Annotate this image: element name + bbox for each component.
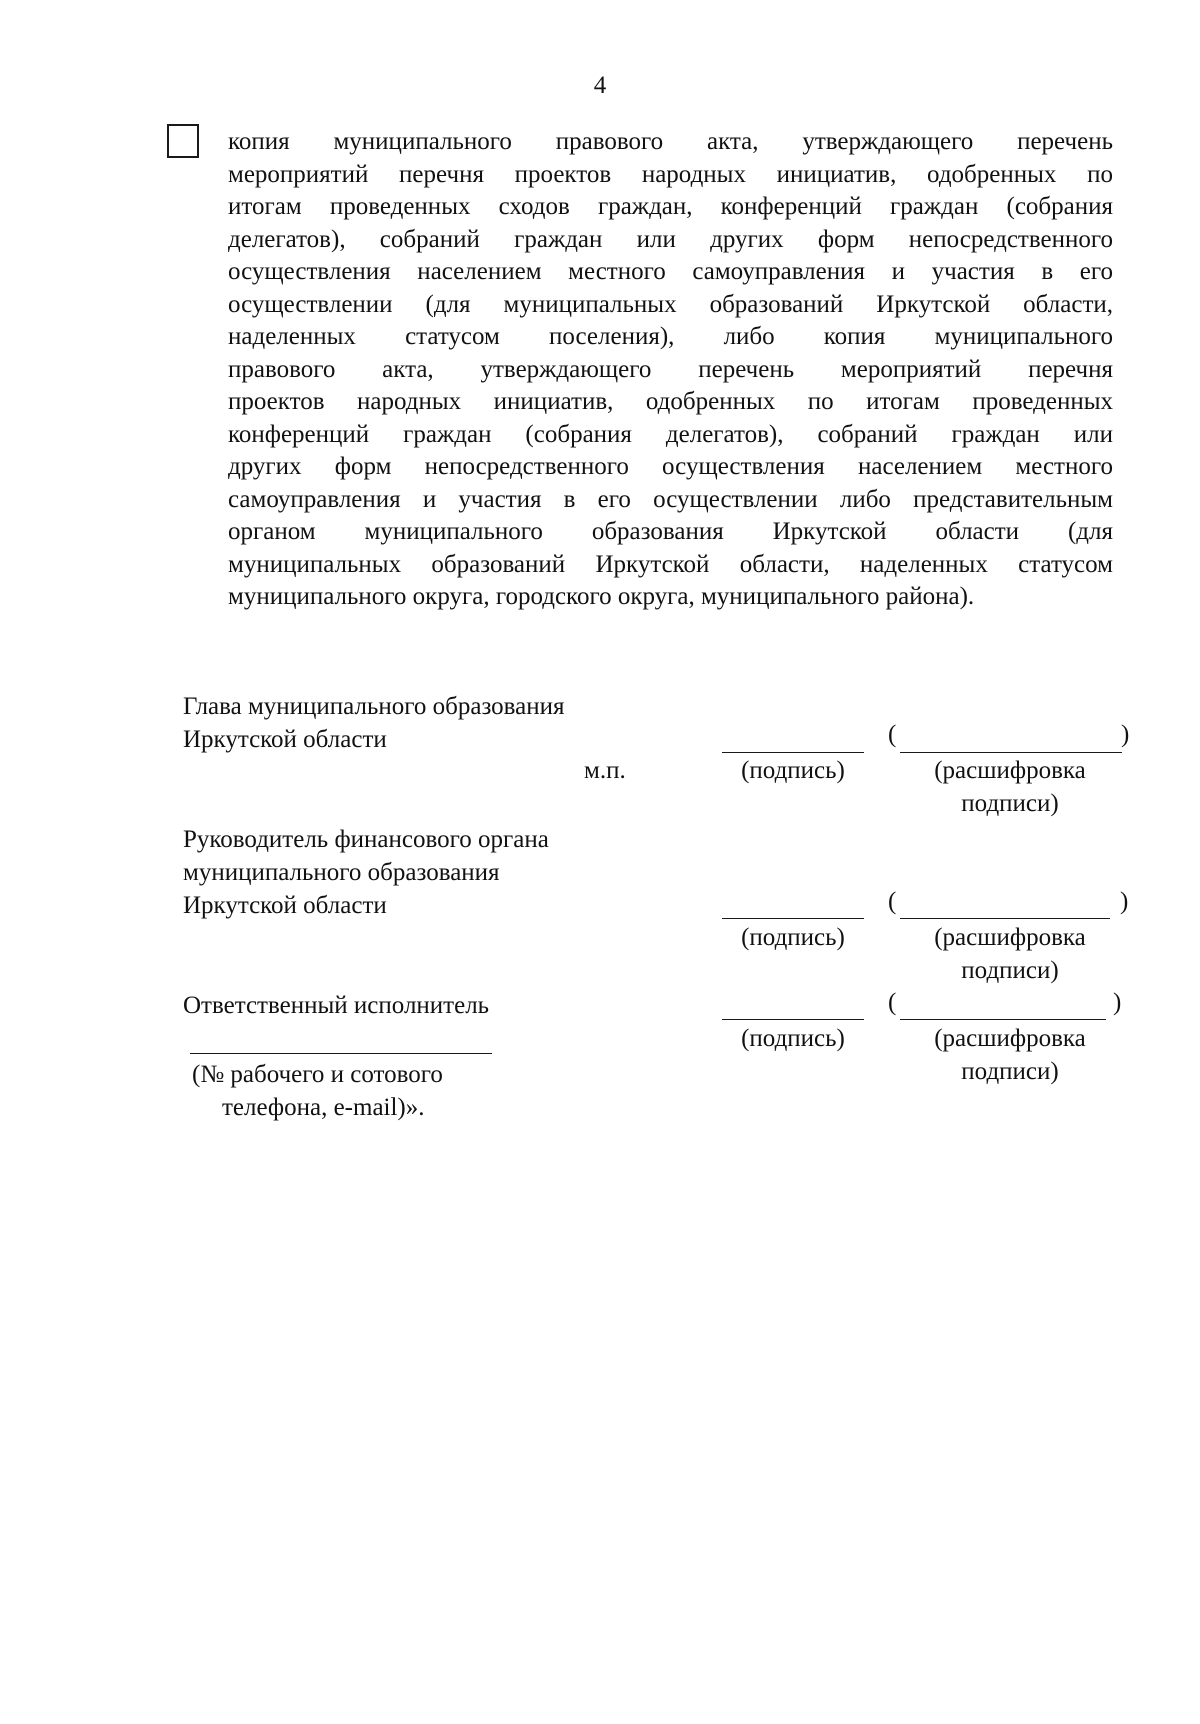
checkbox[interactable]	[167, 124, 199, 158]
paragraph-line: делегатов), собраний граждан или других форм непосредственного	[228, 225, 1113, 253]
signature-caption: (подпись)	[741, 1025, 845, 1052]
signature-line	[722, 1019, 864, 1020]
signature-caption: (подпись)	[741, 924, 845, 951]
contact-caption: телефона, e-mail)».	[222, 1094, 425, 1121]
page-number: 4	[593, 72, 607, 99]
decode-caption: подписи)	[961, 790, 1059, 817]
contact-line	[190, 1053, 492, 1054]
decode-line	[900, 918, 1110, 919]
main-paragraph	[228, 126, 1113, 614]
decode-caption: (расшифровка	[934, 924, 1086, 951]
open-paren: (	[888, 989, 897, 1016]
paragraph-line: проектов народных инициатив, одобренных по итогам проведенных	[228, 388, 1113, 415]
finance-title-line: Иркутской области	[183, 892, 387, 919]
stamp-label: м.п.	[584, 757, 626, 784]
finance-title-line: Руководитель финансового органа	[183, 826, 549, 853]
paragraph-line: осуществлении (для муниципальных образований Иркутской области,	[228, 290, 1113, 318]
open-paren: (	[888, 721, 897, 748]
executor-title: Ответственный исполнитель	[183, 992, 490, 1019]
open-paren: (	[888, 888, 897, 915]
close-paren: )	[1113, 989, 1122, 1016]
finance-title-line: муниципального образования	[183, 859, 500, 886]
paragraph-line: муниципального округа, городского округа, муниципального района).	[228, 583, 975, 610]
decode-caption: (расшифровка	[934, 757, 1086, 784]
decode-caption: (расшифровка	[934, 1025, 1086, 1052]
signature-caption: (подпись)	[741, 757, 845, 784]
paragraph-line: конференций граждан (собрания делегатов), собраний граждан или	[228, 420, 1113, 448]
close-paren: )	[1121, 721, 1130, 748]
paragraph-line: осуществления населением местного самоуправления и участия в его	[228, 258, 1113, 285]
paragraph-line: мероприятий перечня проектов народных инициатив, одобренных по	[228, 160, 1113, 188]
paragraph-line: итогам проведенных сходов граждан, конференций граждан (собрания	[228, 193, 1113, 220]
close-paren: )	[1120, 888, 1129, 915]
decode-caption: подписи)	[961, 1058, 1059, 1085]
paragraph-line: наделенных статусом поселения), либо копия муниципального	[228, 323, 1113, 350]
decode-caption: подписи)	[961, 957, 1059, 984]
head-title-line: Глава муниципального образования	[183, 693, 565, 720]
paragraph-line: самоуправления и участия в его осуществлении либо представительным	[228, 485, 1113, 513]
head-title-line: Иркутской области	[183, 726, 387, 753]
contact-caption: (№ рабочего и сотового	[192, 1061, 443, 1088]
paragraph-line: правового акта, утверждающего перечень мероприятий перечня	[228, 355, 1113, 383]
paragraph-line: органом муниципального образования Иркутской области (для	[228, 518, 1113, 545]
signature-line	[722, 752, 864, 753]
paragraph-line: других форм непосредственного осуществления населением местного	[228, 453, 1113, 480]
paragraph-line: муниципальных образований Иркутской области, наделенных статусом	[228, 550, 1113, 578]
paragraph-line: копия муниципального правового акта, утверждающего перечень	[228, 128, 1113, 155]
decode-line	[900, 1019, 1106, 1020]
decode-line	[900, 752, 1122, 753]
signature-line	[722, 918, 864, 919]
